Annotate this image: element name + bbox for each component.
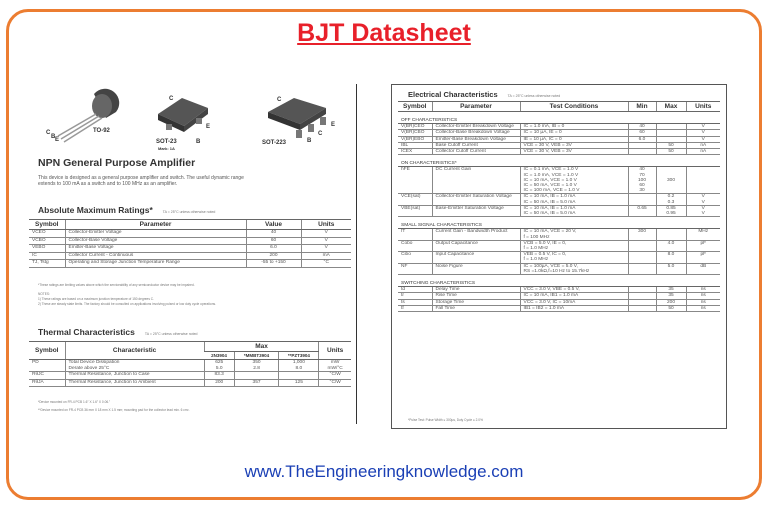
table-cell: IB1 = IB2 = 1.0 mA bbox=[520, 305, 628, 311]
table-row bbox=[29, 245, 351, 253]
note-line: 1) These ratings are based on a maximum junction temperature of 150 degrees C. bbox=[38, 297, 154, 301]
table-cell: Cibo bbox=[398, 252, 432, 263]
table-cell: 200 bbox=[246, 252, 301, 260]
thermal-characteristics-table bbox=[29, 341, 351, 387]
column-header: Value bbox=[246, 220, 301, 230]
table-row bbox=[29, 372, 351, 380]
table-cell: VEBO bbox=[29, 245, 65, 253]
table-cell: 0.65 bbox=[628, 205, 656, 216]
table-cell: Fall Time bbox=[432, 305, 520, 311]
amr-title: Absolute Maximum Ratings* bbox=[38, 205, 153, 215]
table-cell: ns bbox=[686, 287, 720, 293]
electrical-heading bbox=[408, 90, 560, 99]
table-cell: Base-Emitter Saturation Voltage bbox=[432, 205, 520, 216]
table-cell: 50 bbox=[656, 149, 686, 155]
table-cell: IC bbox=[29, 252, 65, 260]
table-cell: ns bbox=[686, 293, 720, 299]
column-header: Symbol bbox=[29, 342, 65, 360]
section-heading: ON CHARACTERISTICS* bbox=[398, 155, 720, 167]
table-cell: 60 bbox=[246, 237, 301, 245]
table-cell bbox=[279, 372, 319, 380]
column-header: Parameter bbox=[65, 220, 246, 230]
table-row bbox=[29, 230, 351, 238]
table-cell bbox=[656, 229, 686, 240]
table-row bbox=[398, 167, 720, 194]
pin-label: C bbox=[318, 131, 323, 137]
column-header: Test Conditions bbox=[520, 102, 628, 112]
table-cell: VCBO bbox=[29, 237, 65, 245]
header-row bbox=[29, 220, 351, 230]
table-cell bbox=[628, 263, 656, 274]
table-cell: 60 bbox=[628, 130, 656, 136]
table-cell: Emitter-Base Voltage bbox=[65, 245, 246, 253]
table-cell: mA bbox=[301, 252, 351, 260]
column-subheader: 2N3904 bbox=[204, 352, 234, 360]
table-row bbox=[398, 205, 720, 216]
table-cell: IC = 10 mA, IB = 1.0 mA IC = 50 mA, IB = 5.0 mA bbox=[520, 194, 628, 205]
table-cell: Thermal Resistance, Junction to Case bbox=[65, 372, 204, 380]
section-heading: SWITCHING CHARACTERISTICS bbox=[398, 275, 720, 287]
table-cell: ns bbox=[686, 305, 720, 311]
amr-footnote: *These ratings are limiting values above which the serviceability of any semiconductor device may be impaired. bbox=[38, 283, 195, 287]
table-cell: 200 bbox=[656, 299, 686, 305]
table-cell: V V bbox=[686, 194, 720, 205]
table-cell: VCE(sat) bbox=[398, 194, 432, 205]
table-cell: Thermal Resistance, Junction to Ambient bbox=[65, 379, 204, 387]
table-cell: tf bbox=[398, 305, 432, 311]
table-cell bbox=[628, 305, 656, 311]
table-cell: VCEO bbox=[29, 230, 65, 238]
table-cell: TJ, Tstg bbox=[29, 260, 65, 268]
table-cell: VCC = 3.0 V, IC = 10mA bbox=[520, 299, 628, 305]
electrical-title: Electrical Characteristics bbox=[408, 90, 498, 99]
table-cell: nA bbox=[686, 142, 720, 148]
table-cell bbox=[628, 252, 656, 263]
device-description: This device is designed as a general purpose amplifier and switch. The useful dynamic range extends to 100 mA as a switch and to 100 MHz as an amplifier. bbox=[38, 175, 244, 187]
amr-condition: TA = 25°C unless otherwise noted bbox=[162, 210, 216, 214]
table-cell: Operating and Storage Junction Temperature Range bbox=[65, 260, 246, 268]
table-cell: V(BR)CBO bbox=[398, 130, 432, 136]
header-row bbox=[29, 342, 351, 352]
column-header: Symbol bbox=[29, 220, 65, 230]
package-mark: Mark: 1A bbox=[158, 146, 175, 151]
table-cell: 357 bbox=[234, 379, 279, 387]
table-cell: VCB = 5.0 V, IE = 0, f = 1.0 MHz bbox=[520, 240, 628, 251]
slide-title: BJT Datasheet bbox=[297, 19, 471, 47]
table-cell: 40 70 100 60 30 bbox=[628, 167, 656, 194]
table-cell: NF bbox=[398, 263, 432, 274]
pin-label: C bbox=[277, 97, 282, 103]
table-cell: IC = 10 mA, IB = 1.0 mA IC = 50 mA, IB = 5.0 mA bbox=[520, 205, 628, 216]
table-row bbox=[398, 229, 720, 240]
section-heading: OFF CHARACTERISTICS bbox=[398, 112, 720, 124]
table-cell: Output Capacitance bbox=[432, 240, 520, 251]
column-subheader: **PZT3904 bbox=[279, 352, 319, 360]
pin-label: B bbox=[196, 139, 201, 145]
column-header: Max bbox=[656, 102, 686, 112]
table-cell: VEB = 0.5 V, IC = 0, f = 1.0 MHz bbox=[520, 252, 628, 263]
table-cell bbox=[628, 194, 656, 205]
table-cell: 300 bbox=[628, 229, 656, 240]
table-cell: MHz bbox=[686, 229, 720, 240]
table-cell: hFE bbox=[398, 167, 432, 194]
table-cell: VCE = 30 V, VEB = 3V bbox=[520, 149, 628, 155]
table-cell: IE = 10 µA, IC = 0 bbox=[520, 136, 628, 142]
table-cell: VBE(sat) bbox=[398, 205, 432, 216]
table-row bbox=[398, 293, 720, 299]
thermal-heading bbox=[38, 327, 197, 337]
table-cell: 35 bbox=[656, 287, 686, 293]
table-cell: Input Capacitance bbox=[432, 252, 520, 263]
table-cell: 300 bbox=[656, 167, 686, 194]
table-cell: °C bbox=[301, 260, 351, 268]
website-url[interactable]: www.TheEngineeringknowledge.com bbox=[244, 462, 524, 481]
package-label: TO-92 bbox=[93, 128, 110, 134]
table-row bbox=[398, 305, 720, 311]
pin-label: B bbox=[307, 138, 312, 144]
table-row bbox=[29, 360, 351, 372]
table-cell: V bbox=[301, 230, 351, 238]
table-cell: V bbox=[301, 245, 351, 253]
table-cell: Total Device Dissipation Derate above 25°C bbox=[65, 360, 204, 372]
table-cell: Cobo bbox=[398, 240, 432, 251]
package-label: SOT-223 bbox=[262, 140, 287, 146]
table-cell: mW mW/°C bbox=[319, 360, 351, 372]
table-cell: VCE = 30 V, VEB = 3V bbox=[520, 142, 628, 148]
table-cell: V(BR)EBO bbox=[398, 136, 432, 142]
table-cell: Base Cutoff Current bbox=[432, 142, 520, 148]
pin-label: E bbox=[206, 124, 211, 130]
pin-label: C bbox=[169, 96, 174, 102]
table-cell: Collector-Emitter Breakdown Voltage bbox=[432, 124, 520, 130]
table-cell: 625 5.0 bbox=[204, 360, 234, 372]
device-heading: NPN General Purpose Amplifier bbox=[38, 157, 196, 169]
table-cell: ts bbox=[398, 299, 432, 305]
table-row bbox=[398, 240, 720, 251]
table-cell: 125 bbox=[279, 379, 319, 387]
table-row bbox=[29, 252, 351, 260]
table-cell: V(BR)CEO bbox=[398, 124, 432, 130]
table-cell: RθJC bbox=[29, 372, 65, 380]
table-cell: nA bbox=[686, 149, 720, 155]
table-cell: ICEX bbox=[398, 149, 432, 155]
table-cell: 6.0 bbox=[246, 245, 301, 253]
table-cell: Current Gain - Bandwidth Product bbox=[432, 229, 520, 240]
pin-label: C bbox=[46, 130, 51, 136]
table-row bbox=[398, 194, 720, 205]
section-row bbox=[398, 112, 720, 124]
table-cell: °C/W bbox=[319, 379, 351, 387]
electrical-condition: TA = 25°C unless otherwise noted bbox=[507, 94, 561, 98]
table-cell bbox=[686, 167, 720, 194]
column-header: Parameter bbox=[432, 102, 520, 112]
package-label: SOT-23 bbox=[156, 139, 177, 145]
table-row bbox=[398, 263, 720, 274]
table-cell: IC = 0.1 mA, VCE = 1.0 V IC = 1.0 mA, VCE = 1.0 V IC = 10 mA, VCE = 1.0 V IC = 50 mA, VCE = 1.0 V IC = 100 mA, VCE = 1.0 V bbox=[520, 167, 628, 194]
table-cell: IC = 10 mA, IB1 = 1.0 mA bbox=[520, 293, 628, 299]
table-cell: dB bbox=[686, 263, 720, 274]
table-cell: 50 bbox=[656, 305, 686, 311]
table-cell: 0.85 0.95 bbox=[656, 205, 686, 216]
table-cell: Collector-Base Breakdown Voltage bbox=[432, 130, 520, 136]
amr-notes bbox=[38, 292, 348, 307]
table-cell: Delay Time bbox=[432, 287, 520, 293]
thermal-title: Thermal Characteristics bbox=[38, 327, 135, 337]
table-cell: V bbox=[686, 130, 720, 136]
column-header: Units bbox=[686, 102, 720, 112]
pin-label: B bbox=[51, 134, 56, 140]
table-row bbox=[29, 237, 351, 245]
table-cell: pF bbox=[686, 252, 720, 263]
table-cell: 5.0 bbox=[656, 263, 686, 274]
thermal-footnote-2: **Device mounted on FR-4 PCB 36 mm X 18 mm X 1.5 mm; mounting pad for the collector lead min. 6 cm². bbox=[38, 408, 190, 412]
table-cell: V bbox=[301, 237, 351, 245]
table-cell: 350 2.8 bbox=[234, 360, 279, 372]
table-cell bbox=[628, 240, 656, 251]
table-cell: pF bbox=[686, 240, 720, 251]
table-cell: IC = 1.0 mA, IB = 0 bbox=[520, 124, 628, 130]
table-cell: Collector-Emitter Saturation Voltage bbox=[432, 194, 520, 205]
electrical-characteristics-table bbox=[398, 101, 720, 312]
electrical-footnote: *Pulse Test: Pulse Width ≤ 300µs, Duty Cycle ≤ 2.0% bbox=[408, 418, 483, 422]
table-cell: IC = 100µA, VCE = 5.0 V, RS =1.0kΩ,f=10 Hz to 15.7kHz bbox=[520, 263, 628, 274]
table-cell: DC Current Gain bbox=[432, 167, 520, 194]
table-cell: Noise Figure bbox=[432, 263, 520, 274]
header-row bbox=[398, 102, 720, 112]
thermal-footnote-1: *Device mounted on FR-4 PCB 1.6" X 1.6" X 0.06." bbox=[38, 400, 111, 404]
column-header: Units bbox=[319, 342, 351, 360]
table-cell: V V bbox=[686, 205, 720, 216]
table-cell: ns bbox=[686, 299, 720, 305]
column-header: Symbol bbox=[398, 102, 432, 112]
table-cell: 50 bbox=[656, 142, 686, 148]
table-cell: RθJA bbox=[29, 379, 65, 387]
column-subheader: *MMBT3904 bbox=[234, 352, 279, 360]
table-cell: 200 bbox=[204, 379, 234, 387]
table-cell: Collector-Base Voltage bbox=[65, 237, 246, 245]
table-cell: 1,000 8.0 bbox=[279, 360, 319, 372]
table-cell: °C/W bbox=[319, 372, 351, 380]
column-header: Min bbox=[628, 102, 656, 112]
table-cell: IC = 10 µA, IE = 0 bbox=[520, 130, 628, 136]
section-row bbox=[398, 217, 720, 229]
sot223-package-image bbox=[264, 94, 334, 139]
table-cell: V bbox=[686, 136, 720, 142]
table-cell: IC = 10 mA, VCE = 20 V, f = 100 MHz bbox=[520, 229, 628, 240]
table-row bbox=[398, 299, 720, 305]
table-cell: -55 to +150 bbox=[246, 260, 301, 268]
column-header: Max bbox=[204, 342, 319, 352]
note-line: 2) These are steady state limits. The factory should be consulted on applications involving pulsed or low duty cycle operations. bbox=[38, 302, 216, 306]
table-row bbox=[398, 142, 720, 148]
table-cell: 6.0 bbox=[628, 136, 656, 142]
table-cell: Storage Time bbox=[432, 299, 520, 305]
table-cell: Collector Cutoff Current bbox=[432, 149, 520, 155]
absolute-max-ratings-table bbox=[29, 219, 351, 268]
table-cell: VCC = 3.0 V, VBE = 0.5 V, bbox=[520, 287, 628, 293]
table-cell: td bbox=[398, 287, 432, 293]
datasheet-left-page bbox=[24, 84, 357, 424]
table-row bbox=[398, 149, 720, 155]
amr-heading bbox=[38, 205, 215, 215]
table-cell: Rise Time bbox=[432, 293, 520, 299]
section-heading: SMALL SIGNAL CHARACTERISTICS bbox=[398, 217, 720, 229]
column-header: Units bbox=[301, 220, 351, 230]
table-cell: 0.2 0.3 bbox=[656, 194, 686, 205]
section-row bbox=[398, 155, 720, 167]
table-cell: V bbox=[686, 124, 720, 130]
datasheet-right-page bbox=[391, 84, 727, 429]
table-cell: tr bbox=[398, 293, 432, 299]
table-row bbox=[398, 252, 720, 263]
column-header: Characteristic bbox=[65, 342, 204, 360]
table-cell: Emitter-Base Breakdown Voltage bbox=[432, 136, 520, 142]
table-cell: IBL bbox=[398, 142, 432, 148]
table-row bbox=[29, 379, 351, 387]
table-cell bbox=[234, 372, 279, 380]
table-cell: 4.0 bbox=[656, 240, 686, 251]
table-cell: 35 bbox=[656, 293, 686, 299]
table-cell: Collector Current - Continuous bbox=[65, 252, 246, 260]
table-cell: fT bbox=[398, 229, 432, 240]
table-cell: 40 bbox=[628, 124, 656, 130]
table-row bbox=[29, 260, 351, 268]
note-line: NOTES: bbox=[38, 292, 50, 296]
section-row bbox=[398, 275, 720, 287]
table-cell: 8.0 bbox=[656, 252, 686, 263]
thermal-condition: TA = 25°C unless otherwise noted bbox=[144, 332, 198, 336]
table-cell: 83.3 bbox=[204, 372, 234, 380]
table-cell: 40 bbox=[246, 230, 301, 238]
table-cell: PD bbox=[29, 360, 65, 372]
pin-label: E bbox=[331, 122, 336, 128]
table-cell: Collector-Emitter Voltage bbox=[65, 230, 246, 238]
sot23-package-image bbox=[152, 92, 212, 137]
pin-label: E bbox=[55, 137, 60, 143]
